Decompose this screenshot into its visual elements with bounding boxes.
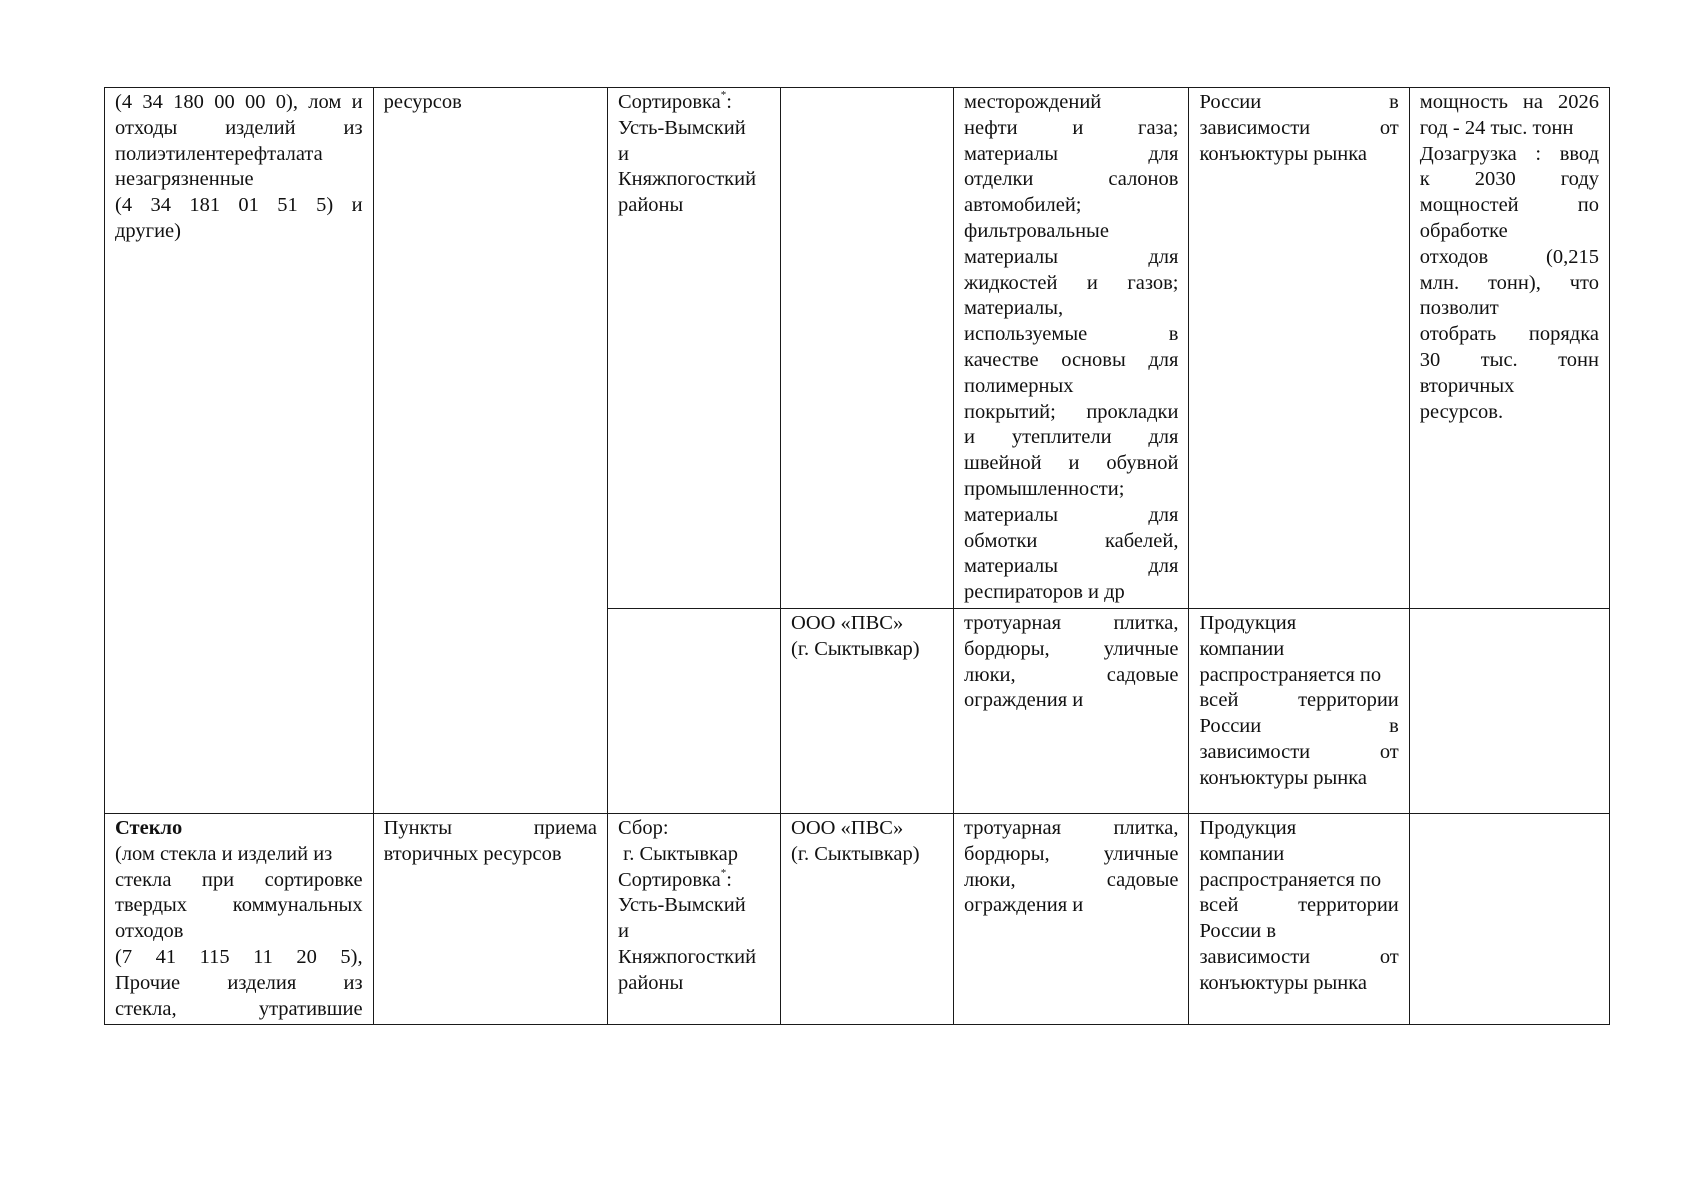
text-line: жидкостей и газов; — [964, 271, 1179, 294]
text-line: районы — [617, 971, 684, 994]
text-line: всей территории — [1199, 894, 1399, 917]
text-line: бордюры, уличные — [964, 842, 1179, 865]
processor-cell — [781, 813, 954, 1024]
waste-type-cell — [105, 813, 374, 1024]
text-line: (лом стекла и изделий из — [115, 842, 333, 865]
text-line: материалы для — [964, 555, 1179, 578]
territory-cell — [607, 608, 780, 813]
waste-type-cell — [105, 88, 374, 814]
text-line: покрытий; прокладки — [964, 400, 1179, 423]
text-line: люки, садовые — [964, 868, 1179, 891]
text-line: отделки салонов — [964, 168, 1179, 191]
processor-cell — [781, 88, 954, 609]
text-line: к 2030 году — [1419, 168, 1599, 191]
text-line: зависимости от — [1199, 116, 1399, 139]
text-line: распространяется по — [1199, 868, 1382, 891]
text-line: обработке — [1419, 219, 1508, 242]
text-line: Усть-Вымский — [617, 116, 746, 139]
text-line: ресурсов — [383, 91, 462, 113]
territory-cell — [607, 88, 780, 609]
text-line: стекла при сортировке — [115, 868, 363, 891]
collection-city: г. Сыктывкар — [617, 842, 739, 865]
text-line: Княжпогосткий — [617, 168, 757, 191]
text-line: материалы для — [964, 503, 1179, 526]
text-line: зависимости от — [1199, 740, 1399, 763]
text-line: фильтровальные — [964, 219, 1109, 242]
text-line: и — [617, 142, 629, 165]
market-cell — [1189, 608, 1409, 813]
text-line: 30 тыс. тонн — [1419, 348, 1599, 371]
text-line: районы — [617, 194, 684, 217]
text-line: другие) — [115, 219, 181, 242]
text-line: Дозагрузка : ввод — [1419, 142, 1599, 165]
text-line: позволит — [1419, 297, 1499, 320]
territory-cell — [607, 813, 780, 1024]
text-line: Пункты приема — [383, 816, 597, 839]
text-line: России в — [1199, 920, 1277, 943]
text-line: Усть-Вымский — [617, 894, 746, 917]
text-line: используемые в — [964, 323, 1179, 346]
sorting-label: Сортировка*: — [617, 89, 732, 113]
company-name: ООО «ПВС» — [791, 816, 904, 839]
text-line: отходов (0,215 — [1419, 245, 1599, 268]
market-cell — [1189, 813, 1409, 1024]
sorting-label: Сортировка*: — [617, 866, 732, 891]
text-line: полиэтилентерефталата — [115, 142, 323, 165]
text-line: распространяется по — [1199, 663, 1382, 686]
text-line: стекла, утратившие — [115, 997, 363, 1020]
text-line: материалы для — [964, 142, 1179, 165]
text-line: материалы, — [964, 297, 1064, 320]
company-name: ООО «ПВС» — [791, 611, 904, 634]
text-line: люки, садовые — [964, 663, 1179, 686]
market-cell — [1189, 88, 1409, 609]
text-line: обмотки кабелей, — [964, 529, 1179, 552]
text-line: месторождений — [964, 91, 1102, 113]
text-line: респираторов и др — [964, 581, 1125, 604]
text-line: (4 34 180 00 00 0), лом и — [115, 91, 363, 113]
text-line: полимерных — [964, 374, 1074, 397]
text-line: швейной и обувной — [964, 452, 1179, 475]
text-line: год - 24 тыс. тонн — [1419, 116, 1574, 139]
text-line: твердых коммунальных — [115, 894, 363, 917]
products-cell — [954, 813, 1189, 1024]
text-line: (7 41 115 11 20 5), — [115, 945, 363, 968]
text-line: вторичных — [1419, 374, 1515, 397]
text-line: автомобилей; — [964, 194, 1082, 217]
text-line: России в — [1199, 715, 1399, 738]
text-line: нефти и газа; — [964, 116, 1179, 139]
capacity-cell — [1409, 88, 1609, 609]
recycling-table — [104, 87, 1610, 1025]
text-line: всей территории — [1199, 689, 1399, 712]
text-line: Княжпогосткий — [617, 945, 757, 968]
text-line: незагрязненные — [115, 168, 254, 191]
processor-cell — [781, 608, 954, 813]
collection-label: Сбор: — [617, 816, 669, 839]
text-line: ресурсов. — [1419, 400, 1504, 423]
text-line: (4 34 181 01 51 5) и — [115, 194, 363, 217]
text-line: млн. тонн), что — [1419, 271, 1599, 294]
text-line: вторичных ресурсов — [383, 842, 562, 865]
text-line: конъюктуры рынка — [1199, 142, 1368, 165]
text-line: тротуарная плитка, — [964, 816, 1179, 839]
text-line: промышленности; — [964, 477, 1125, 500]
text-line: Продукция — [1199, 611, 1297, 634]
products-cell — [954, 88, 1189, 609]
text-line: качестве основы для — [964, 348, 1179, 371]
waste-type-title: Стекло — [115, 816, 183, 839]
capacity-cell — [1409, 813, 1609, 1024]
company-city: (г. Сыктывкар) — [791, 842, 920, 865]
text-line: тротуарная плитка, — [964, 611, 1179, 634]
text-line: отходов — [115, 920, 184, 943]
text-line: материалы для — [964, 245, 1179, 268]
company-city: (г. Сыктывкар) — [791, 637, 920, 660]
text-line: мощностей по — [1419, 194, 1599, 217]
capacity-cell — [1409, 608, 1609, 813]
collection-points-cell — [373, 88, 607, 814]
text-line: России в — [1199, 91, 1399, 113]
text-line: компании — [1199, 842, 1285, 865]
text-line: конъюктуры рынка — [1199, 971, 1368, 994]
text-line: Продукция — [1199, 816, 1297, 839]
text-line: и утеплители для — [964, 426, 1179, 449]
text-line: и — [617, 920, 629, 943]
text-line: ограждения и — [964, 689, 1084, 712]
text-line: отобрать порядка — [1419, 323, 1599, 346]
text-line: отходы изделий из — [115, 116, 363, 139]
text-line: ограждения и — [964, 894, 1084, 917]
table-row — [105, 813, 1610, 1024]
table-row — [105, 88, 1610, 609]
products-cell — [954, 608, 1189, 813]
text-line: бордюры, уличные — [964, 637, 1179, 660]
text-line: мощность на 2026 — [1419, 91, 1599, 113]
collection-points-cell — [373, 813, 607, 1024]
text-line: Прочие изделия из — [115, 971, 363, 994]
text-line: конъюктуры рынка — [1199, 766, 1368, 789]
text-line: компании — [1199, 637, 1285, 660]
text-line: зависимости от — [1199, 945, 1399, 968]
